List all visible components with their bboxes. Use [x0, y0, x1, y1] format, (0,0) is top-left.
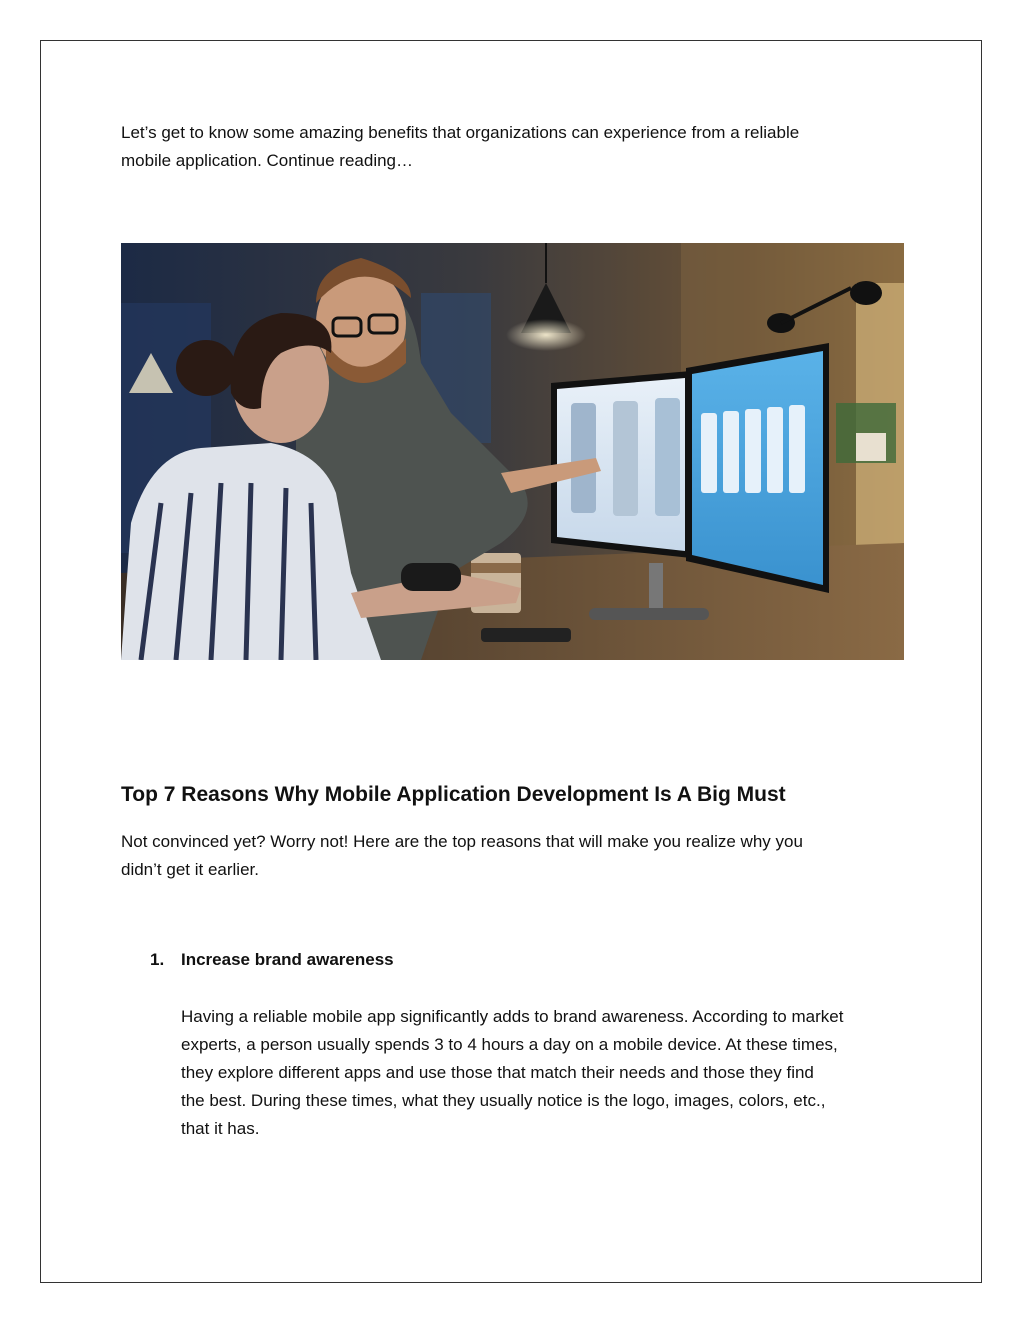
intro-line-1: Let’s get to know some amazing benefits that organizations can experience from a reliable [121, 123, 800, 142]
list-item-title: Increase brand awareness [181, 950, 394, 969]
list-item-body [181, 1003, 911, 1143]
list-item-number: 1. [150, 950, 165, 969]
list-item-body-line: Having a reliable mobile app significantly adds to brand awareness. According to market [181, 1007, 844, 1026]
section-heading: Top 7 Reasons Why Mobile Application Development Is A Big Must [121, 783, 786, 806]
list-item-body-line: that it has. [181, 1119, 260, 1138]
lead-line-1: Not convinced yet? Worry not! Here are the top reasons that will make you realize why you [121, 832, 803, 851]
list-item-body-line: the best. During these times, what they usually notice is the logo, images, colors, etc., [181, 1091, 826, 1110]
list-item-body-line: experts, a person usually spends 3 to 4 hours a day on a mobile device. At these times, [181, 1035, 838, 1054]
lead-paragraph [121, 828, 911, 884]
office-developers-photo [121, 243, 904, 660]
lead-line-2: didn’t get it earlier. [121, 860, 259, 879]
list-item-body-line: they explore different apps and use those that match their needs and those they find [181, 1063, 814, 1082]
intro-paragraph [121, 119, 911, 175]
intro-line-2: mobile application. Continue reading… [121, 151, 414, 170]
